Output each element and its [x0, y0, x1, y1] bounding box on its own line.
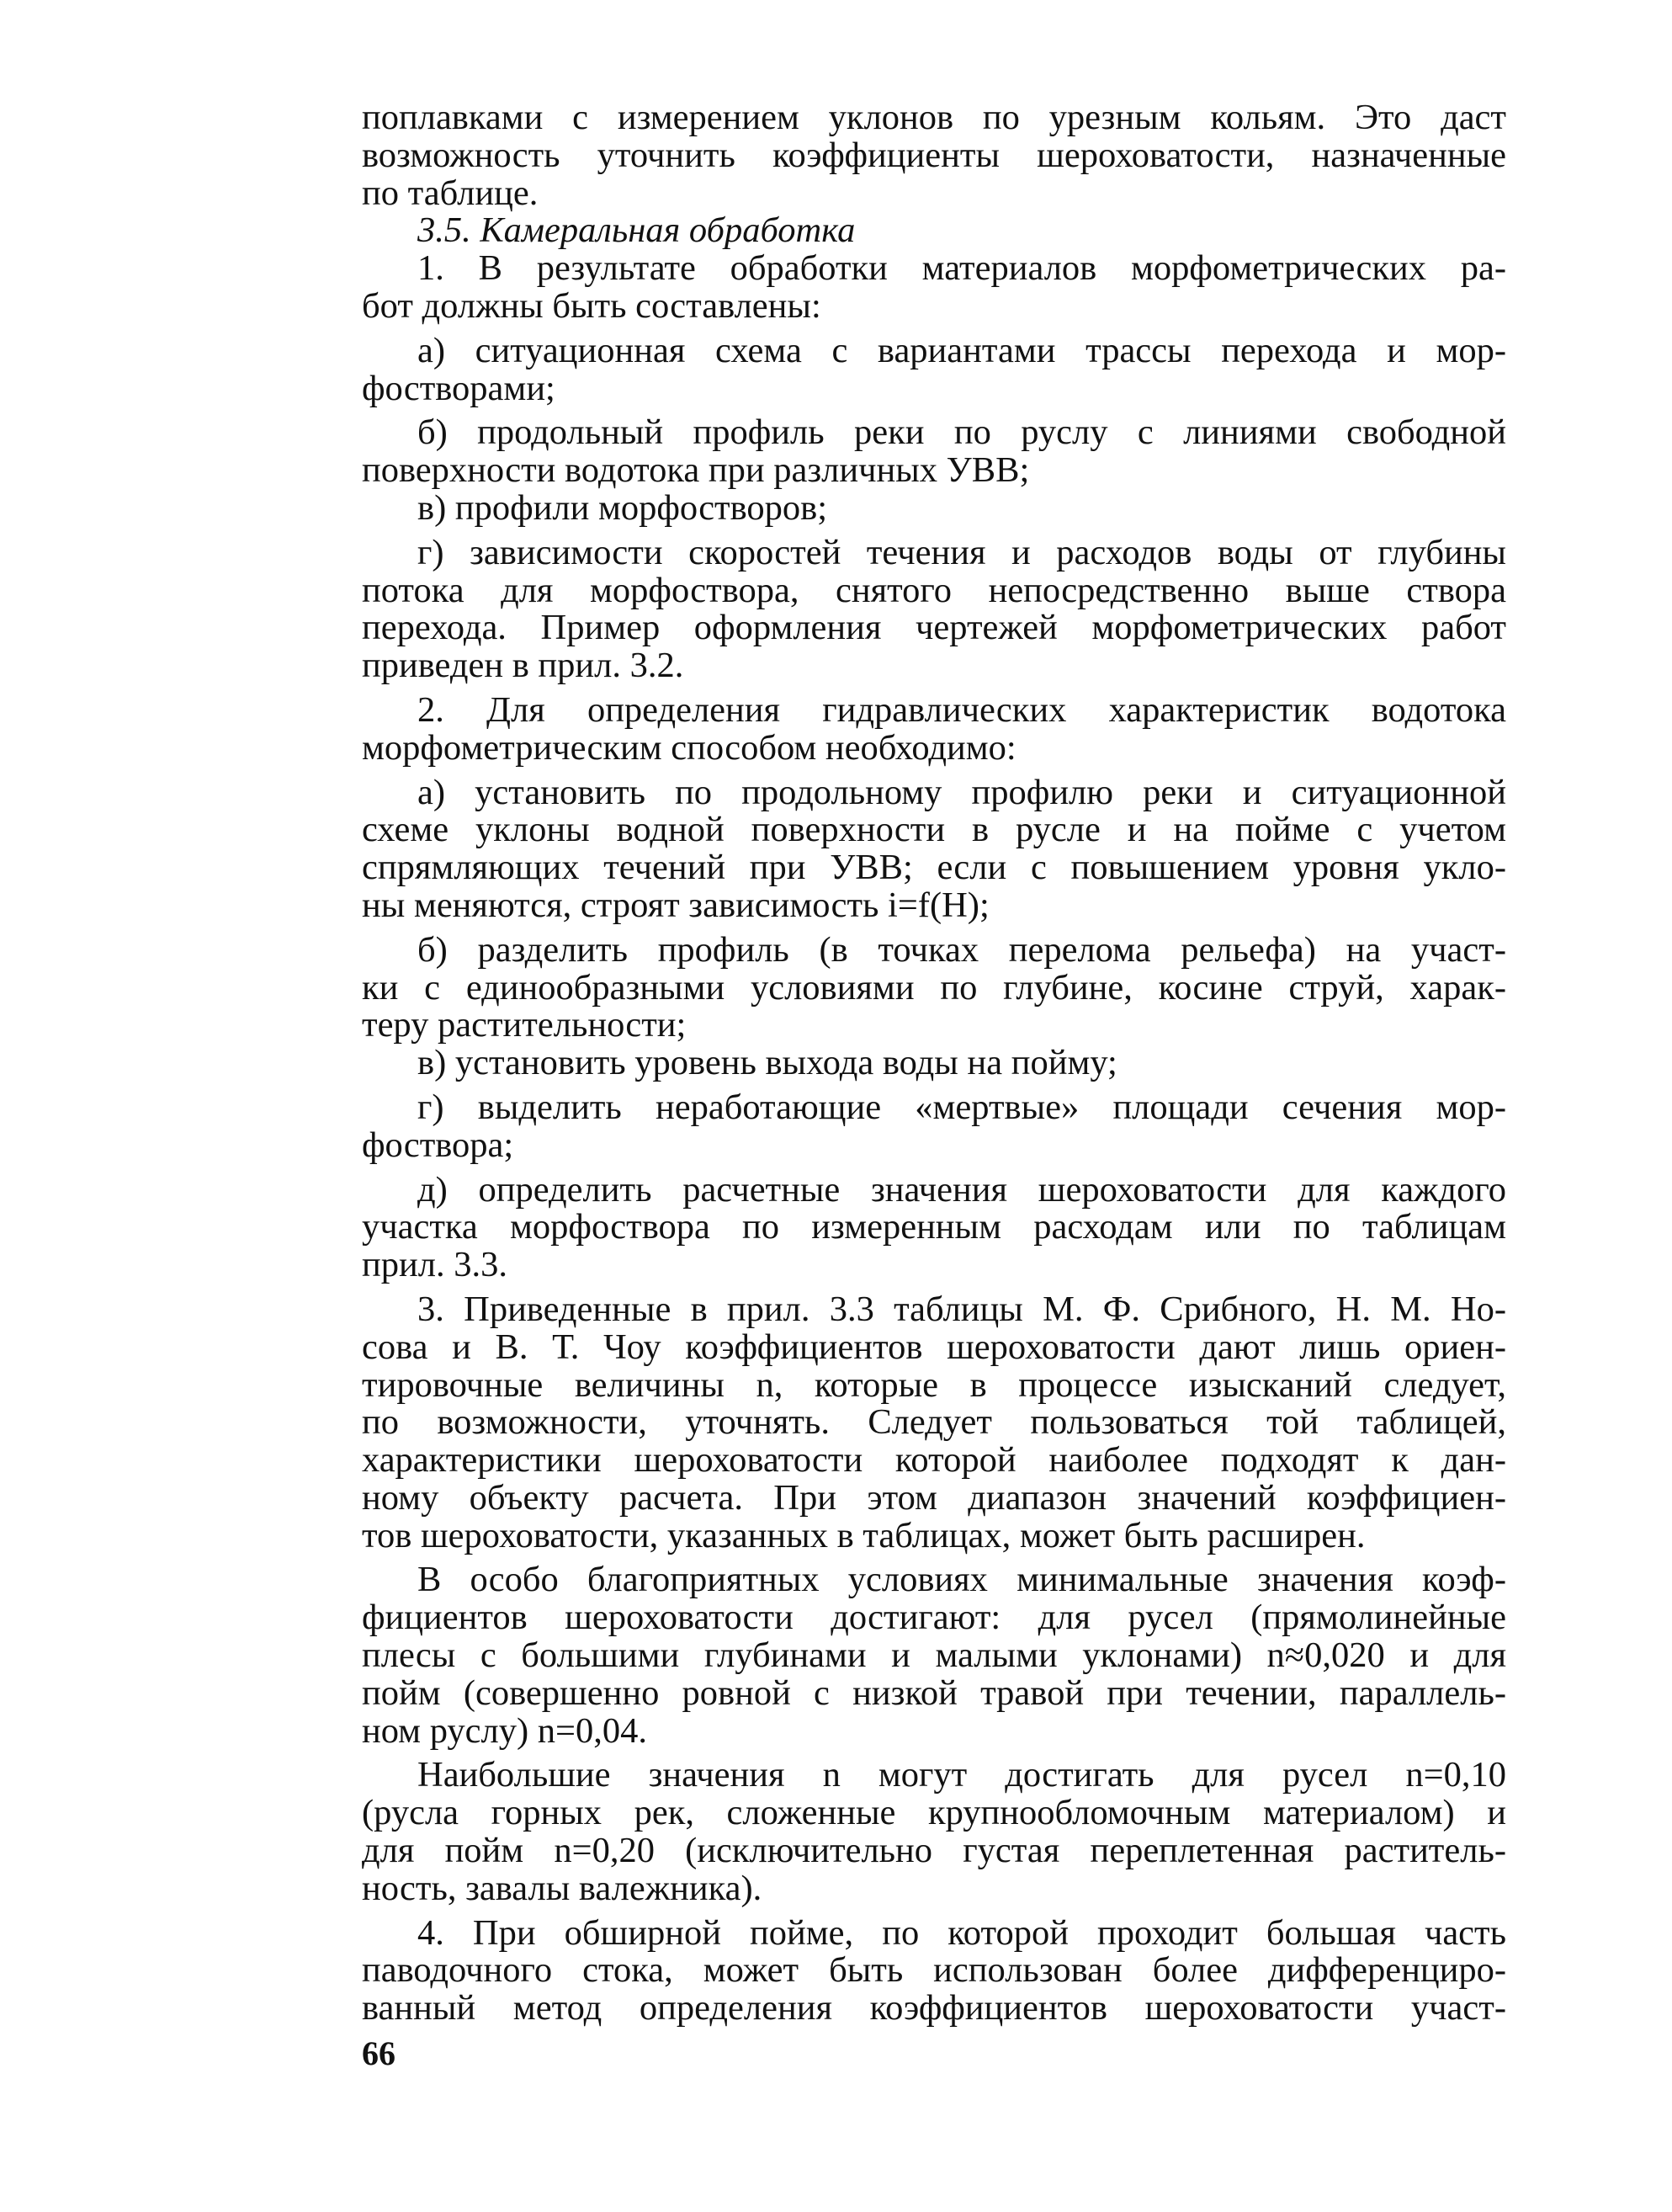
- text-line: прил. 3.3.: [362, 1245, 507, 1285]
- text-line: возможность уточнить коэффициенты шероховатости, назначенные: [362, 135, 1506, 175]
- text-line: по возможности, уточнять. Следует пользоваться той таблицей,: [362, 1402, 1506, 1443]
- text-line: (русла горных рек, сложенные крупнообломочным материалом) и: [362, 1793, 1506, 1833]
- text-line: б) разделить профиль (в точках перелома рельефа) на участ-: [417, 929, 1506, 970]
- text-line: ном руслу) n=0,04.: [362, 1710, 647, 1751]
- text-line: фостворами;: [362, 368, 555, 408]
- text-line: ны меняются, строят зависимость i=f(H);: [362, 885, 990, 925]
- text-line: поверхности водотока при различных УВВ;: [362, 450, 1030, 491]
- page-body: [362, 99, 1506, 2028]
- text-line: паводочного стока, может быть использован более дифференциро-: [362, 1950, 1506, 1991]
- text-line: характеристики шероховатости которой наиболее подходят к дан-: [362, 1440, 1506, 1481]
- text-line: 2. Для определения гидравлических характеристик водотока: [417, 689, 1506, 730]
- text-line: приведен в прил. 3.2.: [362, 646, 684, 686]
- text-line: ному объекту расчета. При этом диапазон значений коэффициен-: [362, 1477, 1506, 1518]
- text-line: теру растительности;: [362, 1005, 687, 1045]
- text-line: 3. Приведенные в прил. 3.3 таблицы М. Ф. Срибного, Н. М. Но-: [417, 1289, 1506, 1329]
- text-line: по таблице.: [362, 173, 539, 213]
- text-line: фициентов шероховатости достигают: для русел (прямолинейные: [362, 1598, 1506, 1638]
- text-line: ность, завалы валежника).: [362, 1868, 762, 1908]
- text-line: бот должны быть составлены:: [362, 285, 821, 326]
- text-line: а) ситуационная схема с вариантами трассы перехода и мор-: [417, 330, 1506, 370]
- text-line: в) профили морфостворов;: [417, 487, 828, 528]
- text-line: сова и В. Т. Чоу коэффициентов шероховатости дают лишь ориен-: [362, 1327, 1506, 1367]
- text-line: для пойм n=0,20 (исключительно густая переплетенная раститель-: [362, 1831, 1506, 1871]
- text-line: д) определить расчетные значения шероховатости для каждого: [417, 1169, 1506, 1210]
- text-line: фоствора;: [362, 1125, 514, 1165]
- text-line: тировочные величины n, которые в процессе изысканий следует,: [362, 1364, 1506, 1405]
- text-line: а) установить по продольному профилю реки и ситуационной: [417, 772, 1506, 812]
- text-line: плесы с большими глубинами и малыми уклонами) n≈0,020 и для: [362, 1635, 1506, 1676]
- text-line: потока для морфоствора, снятого непосредственно выше створа: [362, 570, 1506, 610]
- text-line: пойм (совершенно ровной с низкой травой при течении, параллель-: [362, 1672, 1506, 1713]
- text-line: спрямляющих течений при УВВ; если с повышением уровня укло-: [362, 848, 1506, 888]
- text-line: г) зависимости скоростей течения и расходов воды от глубины: [417, 532, 1506, 572]
- text-line: тов шероховатости, указанных в таблицах, может быть расширен.: [362, 1515, 1366, 1555]
- text-line: 1. В результате обработки материалов морфометрических ра-: [417, 248, 1506, 289]
- text-line: в) установить уровень выхода воды на пойму;: [417, 1043, 1117, 1083]
- text-line: участка морфоствора по измеренным расходам или по таблицам: [362, 1207, 1506, 1247]
- text-line: В особо благоприятных условиях минимальные значения коэф-: [417, 1560, 1506, 1600]
- text-line: ки с единообразными условиями по глубине, косине струй, харак-: [362, 967, 1506, 1008]
- page-number: 66: [362, 2034, 395, 2072]
- text-line: Наибольшие значения n могут достигать для русел n=0,10: [417, 1755, 1506, 1795]
- text-line: поплавками с измерением уклонов по урезным кольям. Это даст: [362, 98, 1506, 137]
- text-line: б) продольный профиль реки по руслу с линиями свободной: [417, 412, 1506, 453]
- text-line: 4. При обширной пойме, по которой проходит большая часть: [417, 1912, 1506, 1953]
- text-line: ванный метод определения коэффициентов шероховатости участ-: [362, 1988, 1506, 2029]
- text-line: г) выделить неработающие «мертвые» площади сечения мор-: [417, 1087, 1506, 1127]
- section-heading: 3.5. Камеральная обработка: [417, 210, 856, 251]
- text-line: морфометрическим способом необходимо:: [362, 727, 1016, 768]
- text-line: схеме уклоны водной поверхности в русле и на пойме с учетом: [362, 810, 1506, 850]
- text-line: перехода. Пример оформления чертежей морфометрических работ: [362, 608, 1506, 648]
